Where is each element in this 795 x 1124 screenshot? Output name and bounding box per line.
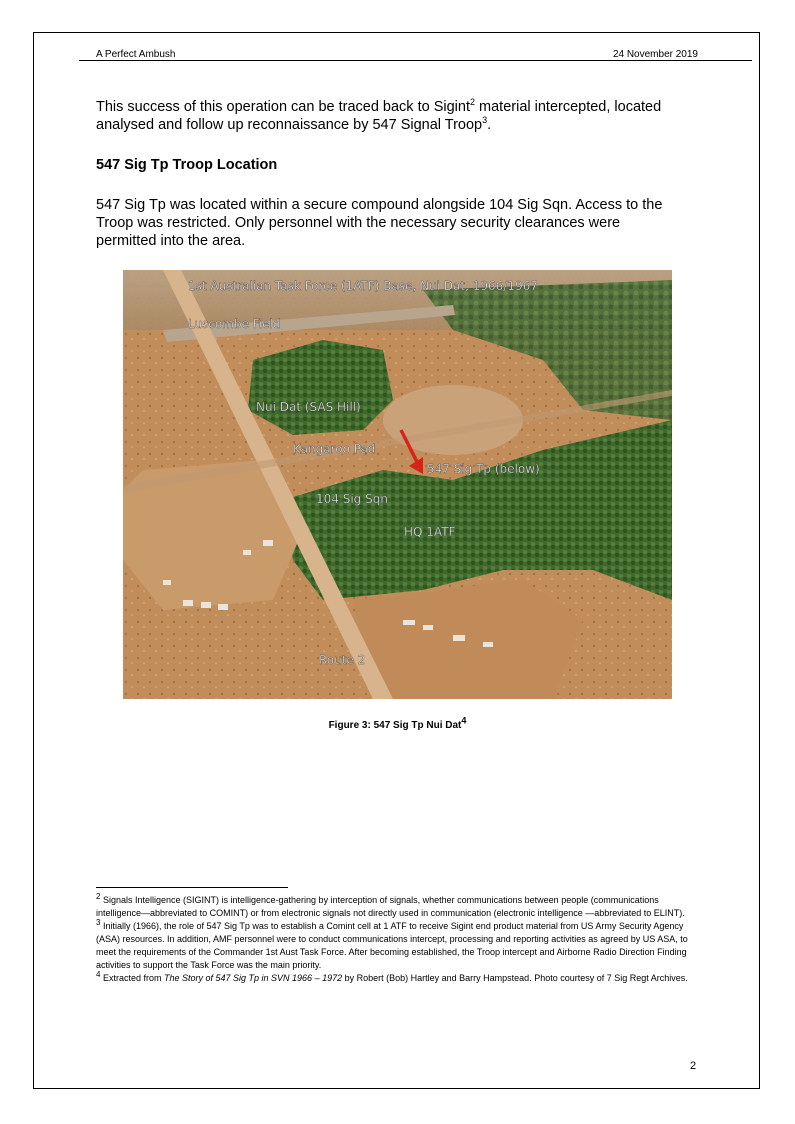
intro-text-part1: This success of this operation can be traced back to Sigint — [96, 99, 470, 115]
footnote-ref-4[interactable]: 4 — [461, 715, 467, 726]
footnote-text: by Robert (Bob) Hartley and Barry Hampstead. Photo courtesy of 7 Sig Regt Archives. — [342, 973, 688, 983]
intro-text-part2: material intercepted, located analysed and follow up reconnaissance by 547 Signal Troop — [96, 99, 662, 133]
footnote-2 — [96, 894, 694, 920]
label-luscombe-field: Luscombe Field — [188, 317, 281, 331]
page-number: 2 — [690, 1060, 697, 1072]
section-heading: 547 Sig Tp Troop Location — [96, 157, 278, 173]
footnote-ref-2[interactable]: 2 — [469, 97, 475, 108]
header-divider — [79, 60, 752, 61]
label-547-sig-tp: 547 Sig Tp (below) — [427, 462, 540, 476]
caption-text: Figure 3: 547 Sig Tp Nui Dat — [328, 720, 462, 731]
header-document-title: A Perfect Ambush — [96, 49, 176, 60]
label-hq-1atf: HQ 1ATF — [404, 525, 456, 539]
footnote-text: Signals Intelligence (SIGINT) is intelligence-gathering by interception of signals, whether communications between people (communications intelligence—abbreviated to COMINT) or from electronic signals not directly used in communication (electronic intelligence —abbreviated to ELINT). — [96, 895, 685, 918]
label-104-sig-sqn: 104 Sig Sqn — [316, 492, 388, 506]
footnote-number: 3 — [96, 918, 101, 927]
footnote-text: Initially (1966), the role of 547 Sig Tp was to establish a Comint cell at 1 ATF to receive Sigint end product material from US Army Security Agency (ASA) resources. In addition, AMF personnel were to conduct communications intercept, processing and reporting activities as agreed by US ASA, to meet the requirements of the Commander 1st Aust Task Force. After becoming established, the Troop intercept and Airborne Radio Direction Finding activities to support the Task Force was the main priority. — [96, 921, 688, 970]
location-paragraph: 547 Sig Tp was located within a secure compound alongside 104 Sig Sqn. Access to the Troop was restricted. Only personnel with the necessary security clearances were permitted into the area. — [96, 197, 663, 249]
label-base-title: 1st Australian Task Force (1ATF) Base, Nui Dat, 1966/1967 — [188, 279, 538, 293]
intro-text-part3: . — [487, 117, 492, 133]
footnote-number: 4 — [96, 970, 101, 979]
label-route-2: Route 2 — [319, 653, 366, 667]
figure-caption — [0, 715, 795, 731]
footnote-text: Extracted from — [100, 973, 164, 983]
header-date: 24 November 2019 — [612, 49, 698, 60]
footnote-number: 2 — [96, 892, 101, 901]
footnote-4 — [96, 972, 694, 985]
aerial-photo — [123, 270, 672, 699]
footnotes — [96, 894, 694, 985]
label-kangaroo-pad: Kangaroo Pad — [293, 442, 376, 456]
intro-paragraph — [96, 98, 696, 134]
footnote-separator — [96, 887, 288, 888]
footnote-book-title: The Story of 547 Sig Tp in SVN 1966 – 1972 — [163, 973, 343, 983]
label-nui-dat: Nui Dat (SAS Hill) — [256, 400, 361, 414]
footnote-ref-3[interactable]: 3 — [482, 115, 488, 126]
footnote-3 — [96, 920, 694, 972]
